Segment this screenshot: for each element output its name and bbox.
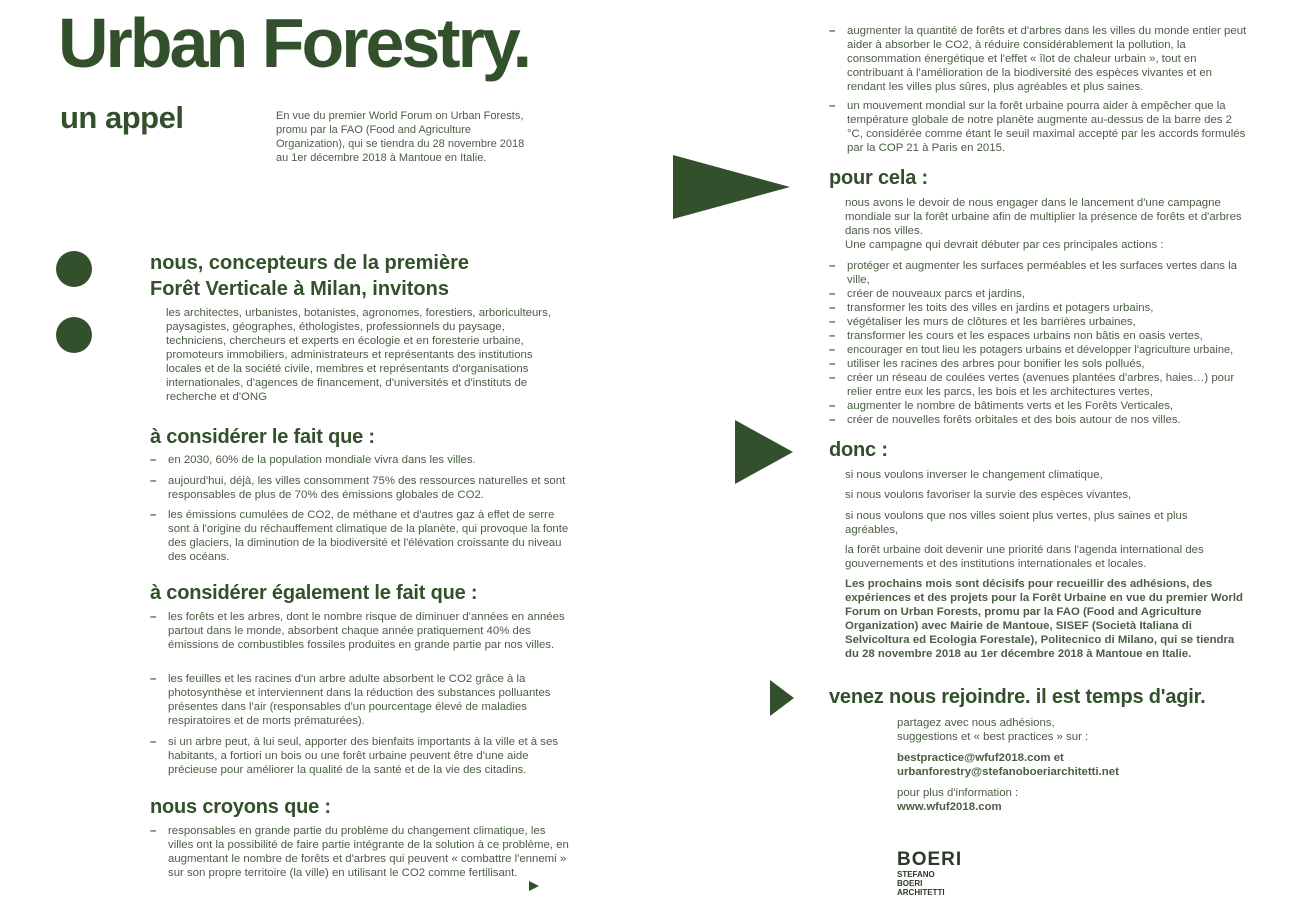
- dash-bullet: –: [829, 316, 836, 328]
- lead-heading-line2: Forêt Verticale à Milan, invitons: [150, 278, 449, 300]
- section1-item-text: aujourd'hui, déjà, les villes consomment 75% des ressources naturelles et sont responsables de plus de 70% des émissions globales de CO2.: [168, 475, 566, 501]
- dash-bullet: –: [829, 302, 836, 314]
- boeri-logo-text: [897, 870, 945, 897]
- lead-heading-line1: nous, concepteurs de la première: [150, 252, 469, 274]
- dash-bullet: –: [829, 358, 836, 370]
- dash-bullet: –: [829, 372, 836, 384]
- action-item-text: végétaliser les murs de clôtures et les barrières urbaines,: [847, 316, 1136, 328]
- closing-statement: Les prochains mois sont décisifs pour recueillir des adhésions, des expériences et des projets pour la Forêt Urbaine en vue du premier World Forum on Urban Forests, promu par la FAO (Food and Agriculture Organization) avec Mairie de Mantoue, SISEF (Società Italiana di Selvicoltura ed Ecologia Forestale), Politecnico di Milano, qui se tiendra du 28 novembre 2018 au 1er décembre 2018 à Mantoue en Italie.: [845, 578, 1243, 660]
- email-link-2[interactable]: urbanforestry@stefanoboeriarchitetti.net: [897, 766, 1119, 778]
- action-item: [829, 329, 1249, 343]
- action-item-text: protéger et augmenter les surfaces perméables et les surfaces vertes dans la ville,: [847, 260, 1238, 286]
- right-top-item-text: un mouvement mondial sur la forêt urbaine pourra aider à empêcher que la température globale de notre planète augmente au-dessus de la barre des 2 °C, considérée comme étant le seuil maximal accepté par les accords formulés par la COP 21 à Paris en 2015.: [847, 100, 1246, 154]
- logo-line3: ARCHITETTI: [897, 888, 945, 897]
- action-item: [829, 371, 1249, 399]
- continue-arrow-icon: [529, 881, 539, 891]
- dash-bullet: –: [829, 344, 836, 356]
- donc-heading: donc :: [829, 439, 888, 461]
- pour-cela-heading: pour cela :: [829, 167, 928, 189]
- dash-bullet: –: [150, 454, 157, 466]
- boeri-logo-mark: BOERI: [897, 849, 963, 870]
- section2-item-text: si un arbre peut, à lui seul, apporter des bienfaits importants à la ville et à ses habitants, a fortiori un bois ou une forêt urbaine peuvent être d'une aide précieuse pour améliorer la qualité de la santé et de la vie des citadins.: [168, 736, 559, 776]
- section2-item: [150, 672, 570, 728]
- section1-item-text: en 2030, 60% de la population mondiale vivra dans les villes.: [168, 454, 476, 466]
- dash-bullet: –: [150, 509, 157, 521]
- action-item-text: utiliser les racines des arbres pour bonifier les sols pollués,: [847, 358, 1145, 370]
- colon-dot-top: [56, 251, 92, 287]
- action-item: [829, 301, 1249, 315]
- section2-heading: à considérer également le fait que :: [150, 582, 478, 604]
- colon-dot-bottom: [56, 317, 92, 353]
- action-item-text: transformer les cours et les espaces urbains non bâtis en oasis vertes,: [847, 330, 1203, 342]
- section2-item: [150, 610, 570, 652]
- section3-item-text: responsables en grande partie du problème du changement climatique, les villes ont la possibilité de faire partie intégrante de la solution à ce problème, en augmentant le nombre de forêts et d'arbres qui peuvent « combattre l'ennemi » sur son propre territoire (la ville) en utilisant le CO2 comme fertilisant.: [168, 825, 569, 879]
- audience-text: les architectes, urbanistes, botanistes, agronomes, forestiers, arboriculteurs, paysagistes, géographes, éthologistes, professionnels du paysage, techniciens, chercheurs et experts en écologie et en foresterie urbaine, promoteurs immobiliers, administrateurs et représentants des institutions locales et de la société civile, membres et représentants d'organisations internationales, d'agences de financement, d'universités et d'instituts de recherche et d'ONG: [166, 307, 551, 403]
- dash-bullet: –: [829, 100, 836, 112]
- section2-item: [150, 735, 570, 777]
- action-item: [829, 357, 1249, 371]
- dash-bullet: –: [150, 611, 157, 623]
- section3-item: [150, 824, 570, 880]
- dash-bullet: –: [829, 330, 836, 342]
- website-link[interactable]: www.wfuf2018.com: [897, 801, 1002, 813]
- join-heading: venez nous rejoindre. il est temps d'agir.: [829, 686, 1206, 708]
- section1-item-text: les émissions cumulées de CO2, de méthane et d'autres gaz à effet de serre sont à l'origine du réchauffement climatique de la planète, qui provoque la fonte des glaciers, la diminution de la biodiversité et l'élévation croissante du niveau des océans.: [168, 509, 569, 563]
- right-top-item: [829, 99, 1249, 155]
- dash-bullet: –: [150, 736, 157, 748]
- email-link-1[interactable]: bestpractice@wfuf2018.com et: [897, 752, 1064, 764]
- dash-bullet: –: [829, 414, 836, 426]
- page-title: Urban Forestry.: [58, 4, 530, 82]
- dash-bullet: –: [829, 288, 836, 300]
- donc-line: si nous voulons que nos villes soient plus vertes, plus saines et plus agréables,: [845, 510, 1188, 536]
- action-item: [829, 343, 1249, 357]
- action-item: [829, 399, 1249, 413]
- section1-item: [150, 453, 570, 467]
- dash-bullet: –: [829, 400, 836, 412]
- action-item: [829, 315, 1249, 329]
- action-item: [829, 413, 1249, 427]
- action-item: [829, 287, 1249, 301]
- dash-bullet: –: [829, 25, 836, 37]
- action-item-text: créer de nouveaux parcs et jardins,: [847, 288, 1025, 300]
- action-item-text: transformer les toits des villes en jardins et potagers urbains,: [847, 302, 1154, 314]
- section3-heading: nous croyons que :: [150, 796, 331, 818]
- section2-item-text: les feuilles et les racines d'un arbre adulte absorbent le CO2 grâce à la photosynthèse et interviennent dans la réduction des substances polluantes présentes dans l'air (responsables d'un pourcentage élevé de maladies respiratoires et de morts prématurées).: [168, 673, 551, 727]
- donc-line: si nous voulons favoriser la survie des espèces vivantes,: [845, 489, 1132, 501]
- action-item-text: encourager en tout lieu les potagers urbains et développer l'agriculture urbaine,: [847, 344, 1234, 356]
- small-arrow-icon: [770, 680, 794, 716]
- medium-arrow-icon: [735, 420, 793, 484]
- right-top-item: [829, 24, 1249, 94]
- pour-cela-intro2: Une campagne qui devrait débuter par ces principales actions :: [845, 239, 1164, 251]
- action-item-text: créer un réseau de coulées vertes (avenues plantées d'arbres, haies…) pour relier entre eux les parcs, les bois et les architectures vertes,: [847, 372, 1235, 398]
- dash-bullet: –: [150, 825, 157, 837]
- action-item-text: augmenter le nombre de bâtiments verts et les Forêts Verticales,: [847, 400, 1174, 412]
- share-line1: partagez avec nous adhésions,: [897, 717, 1055, 729]
- action-item: [829, 259, 1249, 287]
- intro-text: En vue du premier World Forum on Urban Forests, promu par la FAO (Food and Agriculture Organization), qui se tiendra du 28 novembre 2018 au 1er décembre 2018 à Mantoue en Italie.: [276, 110, 525, 164]
- donc-line: si nous voulons inverser le changement climatique,: [845, 469, 1103, 481]
- logo-line2: BOERI: [897, 879, 923, 888]
- share-line2: suggestions et « best practices » sur :: [897, 731, 1089, 743]
- section1-item: [150, 508, 570, 564]
- logo-line1: STEFANO: [897, 870, 935, 879]
- right-top-item-text: augmenter la quantité de forêts et d'arbres dans les villes du monde entier peut aider à absorber le CO2, à réduire considérablement la pollution, la consommation énergétique et l'effet « îlot de chaleur urbain », tout en contribuant à l'amélioration de la biodiversité des espèces vivantes et en rendant les villes plus sûres, plus agréables et plus saines.: [847, 25, 1247, 93]
- action-item-text: créer de nouvelles forêts orbitales et des bois autour de nos villes.: [847, 414, 1181, 426]
- dash-bullet: –: [150, 673, 157, 685]
- dash-bullet: –: [829, 260, 836, 272]
- section1-item: [150, 474, 570, 502]
- pour-cela-intro: nous avons le devoir de nous engager dans le lancement d'une campagne mondiale sur la forêt urbaine afin de multiplier la présence de forêts et d'arbres dans nos villes.: [845, 197, 1242, 237]
- section2-item-text: les forêts et les arbres, dont le nombre risque de diminuer d'années en années partout dans le monde, absorbent chaque année pratiquement 40% des émissions de combustibles fossiles produites en grande partie par nos villes.: [168, 611, 565, 651]
- large-arrow-icon: [673, 155, 790, 219]
- lead-heading: [150, 250, 469, 302]
- info-label: pour plus d'information :: [897, 787, 1019, 799]
- section1-heading: à considérer le fait que :: [150, 426, 375, 448]
- dash-bullet: –: [150, 475, 157, 487]
- donc-line: la forêt urbaine doit devenir une priorité dans l'agenda international des gouvernements et des institutions internationales et locales.: [845, 544, 1204, 570]
- page-subtitle: un appel: [60, 100, 184, 135]
